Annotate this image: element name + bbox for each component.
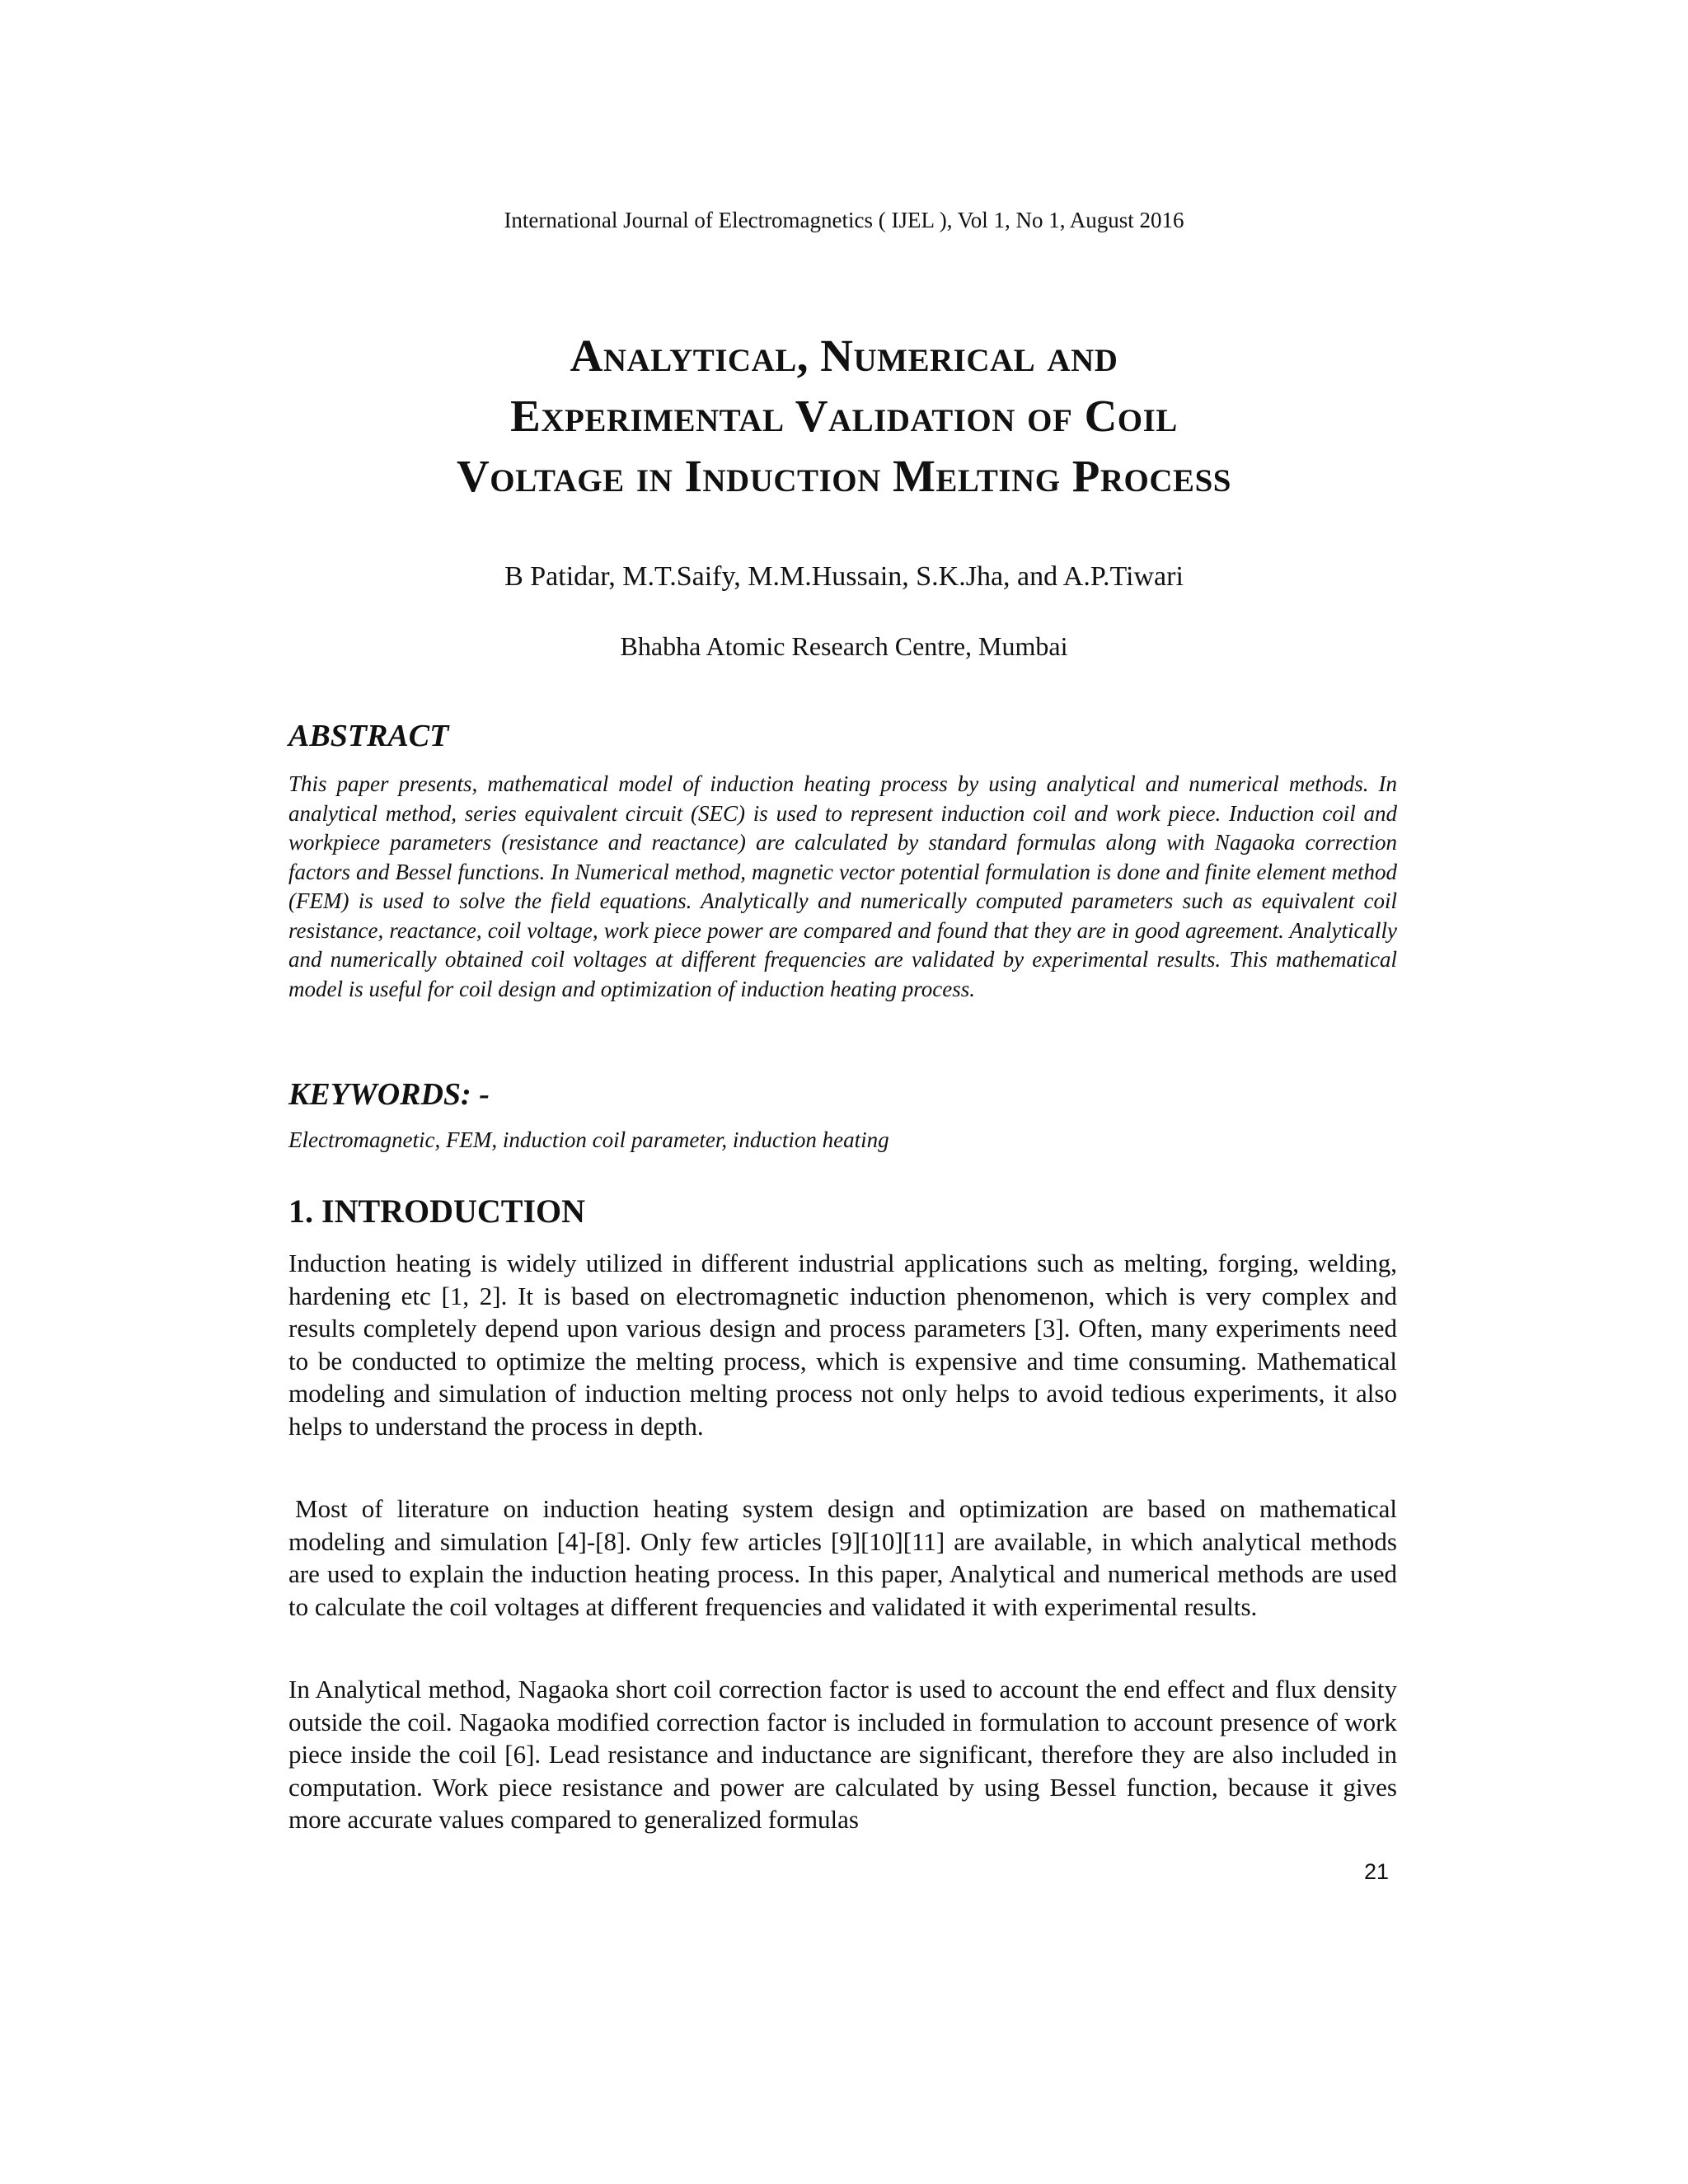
keywords-text: Electromagnetic, FEM, induction coil parameter, induction heating [288,1127,889,1152]
paper-title [0,326,1688,506]
abstract-text: This paper presents, mathematical model of induction heating process by using analytical and numerical methods. In analytical method, series equivalent circuit (SEC) is used to represent induction coil and work piece. Induction coil and workpiece parameters (resistance and reactance) are calculated by standard formulas along with Nagaoka correction factors and Bessel functions. In Numerical method, magnetic vector potential formulation is done and finite element method (FEM) is used to solve the field equations. Analytically and numerically computed parameters such as equivalent coil resistance, reactance, coil voltage, work piece power are compared and found that they are in good agreement. Analytically and numerically obtained coil voltages at different frequencies are validated by experimental results. This mathematical model is useful for coil design and optimization of induction heating process. [288,771,1397,1001]
title-line-2: Experimental Validation of Coil [510,391,1178,441]
author-list: B Patidar, M.T.Saify, M.M.Hussain, S.K.Jha, and A.P.Tiwari [504,561,1184,592]
journal-header: International Journal of Electromagnetics ( IJEL ), Vol 1, No 1, August 2016 [504,208,1184,232]
intro-paragraph-1: Induction heating is widely utilized in different industrial applications such as melting, forging, welding, hardening etc [1, 2]. It is based on electromagnetic induction phenomenon, which is very complex and results completely depend upon various design and process parameters [3]. Often, many experiments need to be conducted to optimize the melting process, which is expensive and time consuming. Mathematical modeling and simulation of induction melting process not only helps to avoid tedious experiments, it also helps to understand the process in depth. [288,1249,1397,1441]
title-line-1: Analytical, Numerical and [570,330,1118,381]
title-line-3: Voltage in Induction Melting Process [457,451,1231,501]
keywords-heading: KEYWORDS: - [288,1077,490,1112]
introduction-heading: 1. INTRODUCTION [288,1193,586,1230]
affiliation: Bhabha Atomic Research Centre, Mumbai [620,631,1068,661]
intro-paragraph-3: In Analytical method, Nagaoka short coil correction factor is used to account the end effect and flux density outside the coil. Nagaoka modified correction factor is included in formulation to account presence of work piece inside the coil [6]. Lead resistance and inductance are significant, therefore they are also included in computation. Work piece resistance and power are calculated by using Bessel function, because it gives more accurate values compared to generalized formulas [288,1675,1397,1834]
intro-paragraph-2: Most of literature on induction heating system design and optimization are based on mathematical modeling and simulation [4]-[8]. Only few articles [9][10][11] are available, in which analytical methods are used to explain the induction heating process. In this paper, Analytical and numerical methods are used to calculate the coil voltages at different frequencies and validated it with experimental results. [288,1494,1397,1621]
abstract-heading: ABSTRACT [288,719,449,753]
page-number: 21 [1364,1859,1390,1884]
